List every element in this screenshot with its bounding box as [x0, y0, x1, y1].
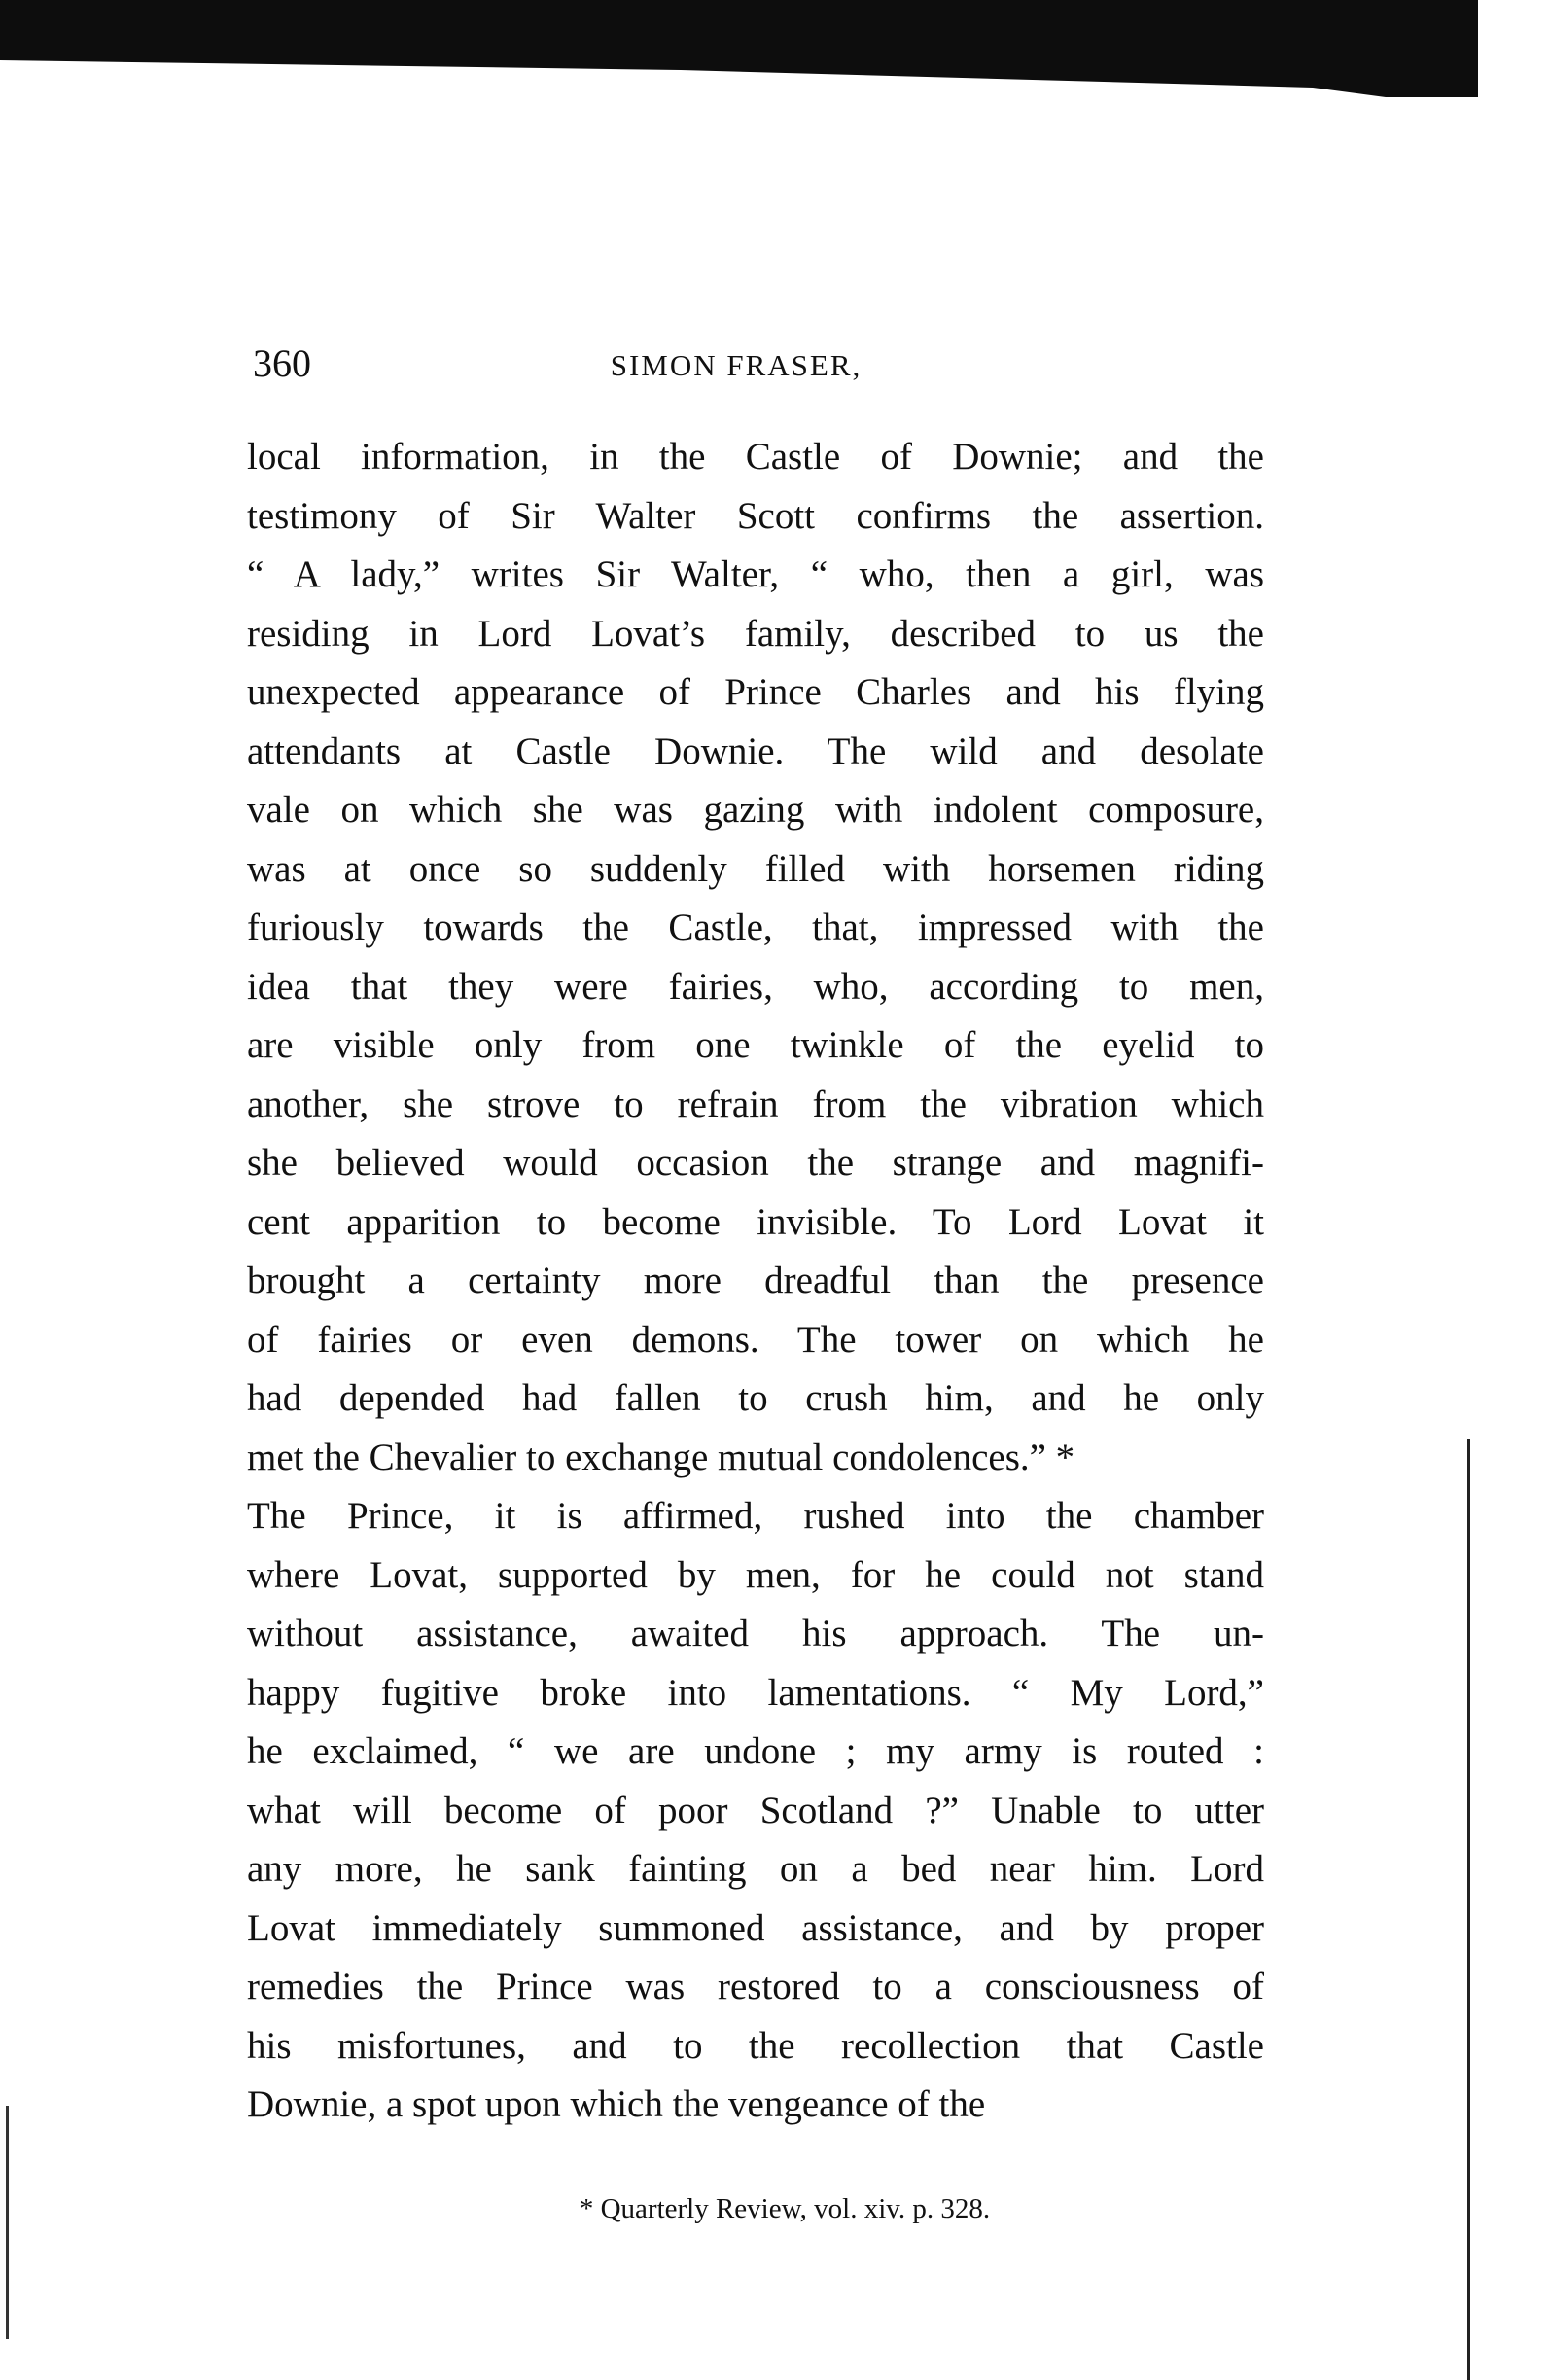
- text-line: she believed would occasion the strange and magnifi-: [247, 1142, 1264, 1184]
- text-line: what will become of poor Scotland ?” Unable to utter: [247, 1789, 1264, 1831]
- text-line: without assistance, awaited his approach. The un-: [247, 1613, 1264, 1654]
- text-line: attendants at Castle Downie. The wild and desolate: [247, 729, 1264, 772]
- text-line: his misfortunes, and to the recollection that Castle: [247, 2024, 1264, 2067]
- page-number: 360: [253, 341, 311, 385]
- text-line: of fairies or even demons. The tower on which he: [247, 1318, 1264, 1361]
- text-line: local information, in the Castle of Downie; and the: [247, 436, 1264, 478]
- text-line: are visible only from one twinkle of the eyelid to: [247, 1024, 1264, 1066]
- text-line: any more, he sank fainting on a bed near him. Lord: [247, 1848, 1264, 1890]
- text-line: brought a certainty more dreadful than the presence: [247, 1260, 1264, 1301]
- text-line: unexpected appearance of Prince Charles and his flying: [247, 671, 1264, 713]
- text-line: furiously towards the Castle, that, impressed with the: [247, 906, 1264, 948]
- text-line: residing in Lord Lovat’s family, described to us the: [247, 612, 1264, 655]
- text-line: The Prince, it is affirmed, rushed into the chamber: [247, 1495, 1264, 1537]
- text-line: Lovat immediately summoned assistance, and by proper: [247, 1906, 1264, 1949]
- scan-edge-shadow: [0, 0, 1478, 97]
- text-line: idea that they were fairies, who, according to men,: [247, 965, 1264, 1008]
- text-line: vale on which she was gazing with indolent composure,: [247, 789, 1264, 831]
- text-line: where Lovat, supported by men, for he could not stand: [247, 1553, 1264, 1596]
- page-edge-line-right: [1467, 1439, 1470, 2380]
- text-line: he exclaimed, “ we are undone ; my army is routed :: [247, 1730, 1264, 1772]
- text-line: met the Chevalier to exchange mutual condolences.” *: [247, 1436, 1075, 1478]
- text-line: had depended had fallen to crush him, and he only: [247, 1377, 1264, 1419]
- body-text: [247, 428, 1264, 2135]
- footnote: * Quarterly Review, vol. xiv. p. 328.: [579, 2193, 991, 2224]
- text-line: was at once so suddenly filled with horsemen riding: [247, 847, 1264, 890]
- text-line: remedies the Prince was restored to a consciousness of: [247, 1966, 1264, 2007]
- text-line: “ A lady,” writes Sir Walter, “ who, then a girl, was: [247, 553, 1264, 595]
- text-line: another, she strove to refrain from the vibration which: [247, 1083, 1264, 1125]
- text-line: Downie, a spot upon which the vengeance of the: [247, 2083, 986, 2125]
- text-line: testimony of Sir Walter Scott confirms the assertion.: [247, 494, 1264, 537]
- text-line: happy fugitive broke into lamentations. “ My Lord,”: [247, 1671, 1264, 1714]
- running-title: SIMON FRASER,: [610, 348, 863, 382]
- text-line: cent apparition to become invisible. To Lord Lovat it: [247, 1200, 1264, 1243]
- page-header: [247, 340, 1264, 399]
